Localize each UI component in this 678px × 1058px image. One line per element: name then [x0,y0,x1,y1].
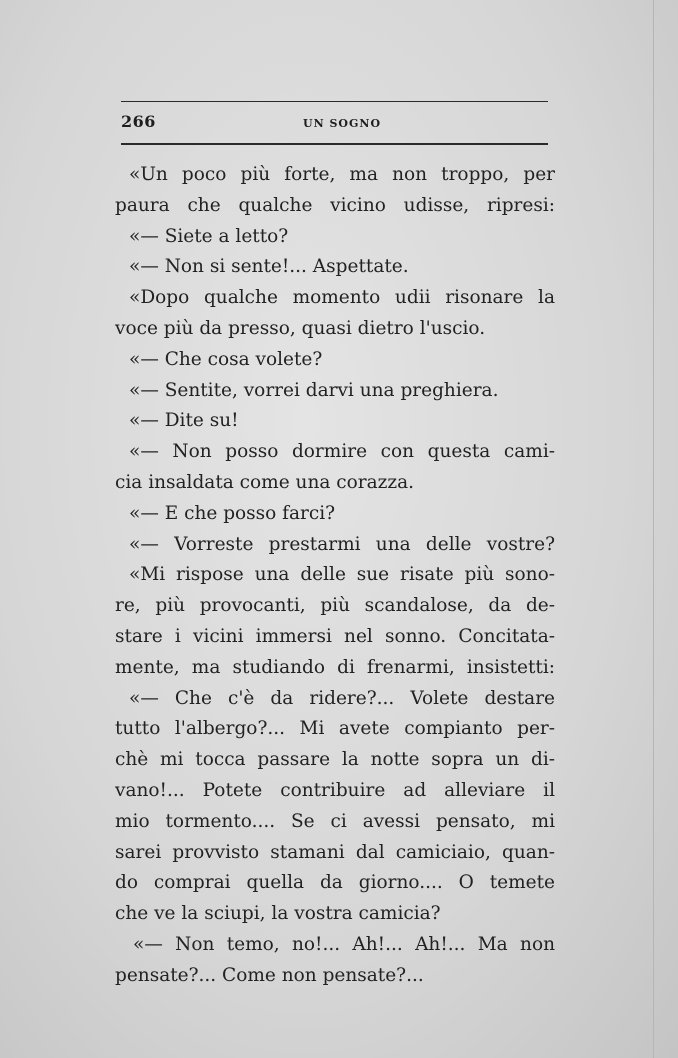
text-line: re, più provocanti, più scandalose, da de- [115,595,555,617]
text-line: sarei provvisto stamani dal camiciaio, quan- [115,841,555,863]
text-line: stare i vicini immersi nel sonno. Concitata- [115,625,555,647]
text-line: «— Sentite, vorrei darvi una preghiera. [129,379,499,401]
body-text [115,160,555,992]
header-rule-bottom [121,143,548,145]
text-line: «— Che cosa volete? [129,348,323,370]
text-line: mente, ma studiando di frenarmi, insistetti: [115,656,555,678]
text-line: mio tormento.... Se ci avessi pensato, mi [115,810,555,832]
text-line: «— Siete a letto? [129,225,289,247]
text-line: «— Che c'è da ridere?... Volete destare [129,687,555,709]
page-number: 266 [121,112,156,131]
running-title: UN SOGNO [303,117,382,130]
text-line: «— Non si sente!... Aspettate. [129,256,409,278]
text-line: «Un poco più forte, ma non troppo, per [129,164,555,185]
text-line: voce più da presso, quasi dietro l'uscio. [115,317,486,339]
text-line: «— E che posso farci? [129,502,336,524]
text-line: chè mi tocca passare la notte sopra un di- [115,749,555,771]
text-line: vano!... Potete contribuire ad alleviare il [115,779,555,801]
text-line: «— Non posso dormire con questa cami- [129,441,555,463]
text-line: «— Vorreste prestarmi una delle vostre? [129,533,555,555]
page-edge-line [653,0,654,1058]
text-line: che ve la sciupi, la vostra camicia? [115,903,441,925]
text-line: cia insaldata come una corazza. [115,471,415,493]
text-line: pensate?... Come non pensate?... [115,964,424,986]
text-line: «Dopo qualche momento udii risonare la [129,287,555,309]
text-line: «— Dite su! [129,410,239,432]
text-line: «Mi rispose una delle sue risate più sono- [129,564,555,586]
text-line: tutto l'albergo?... Mi avete compianto per- [115,718,555,740]
text-line: paura che qualche vicino udisse, ripresi: [115,194,555,216]
text-line: «— Non temo, no!... Ah!... Ah!... Ma non [133,933,555,955]
text-line: do comprai quella da giorno.... O temete [115,872,555,894]
header-rule-top [121,101,548,102]
